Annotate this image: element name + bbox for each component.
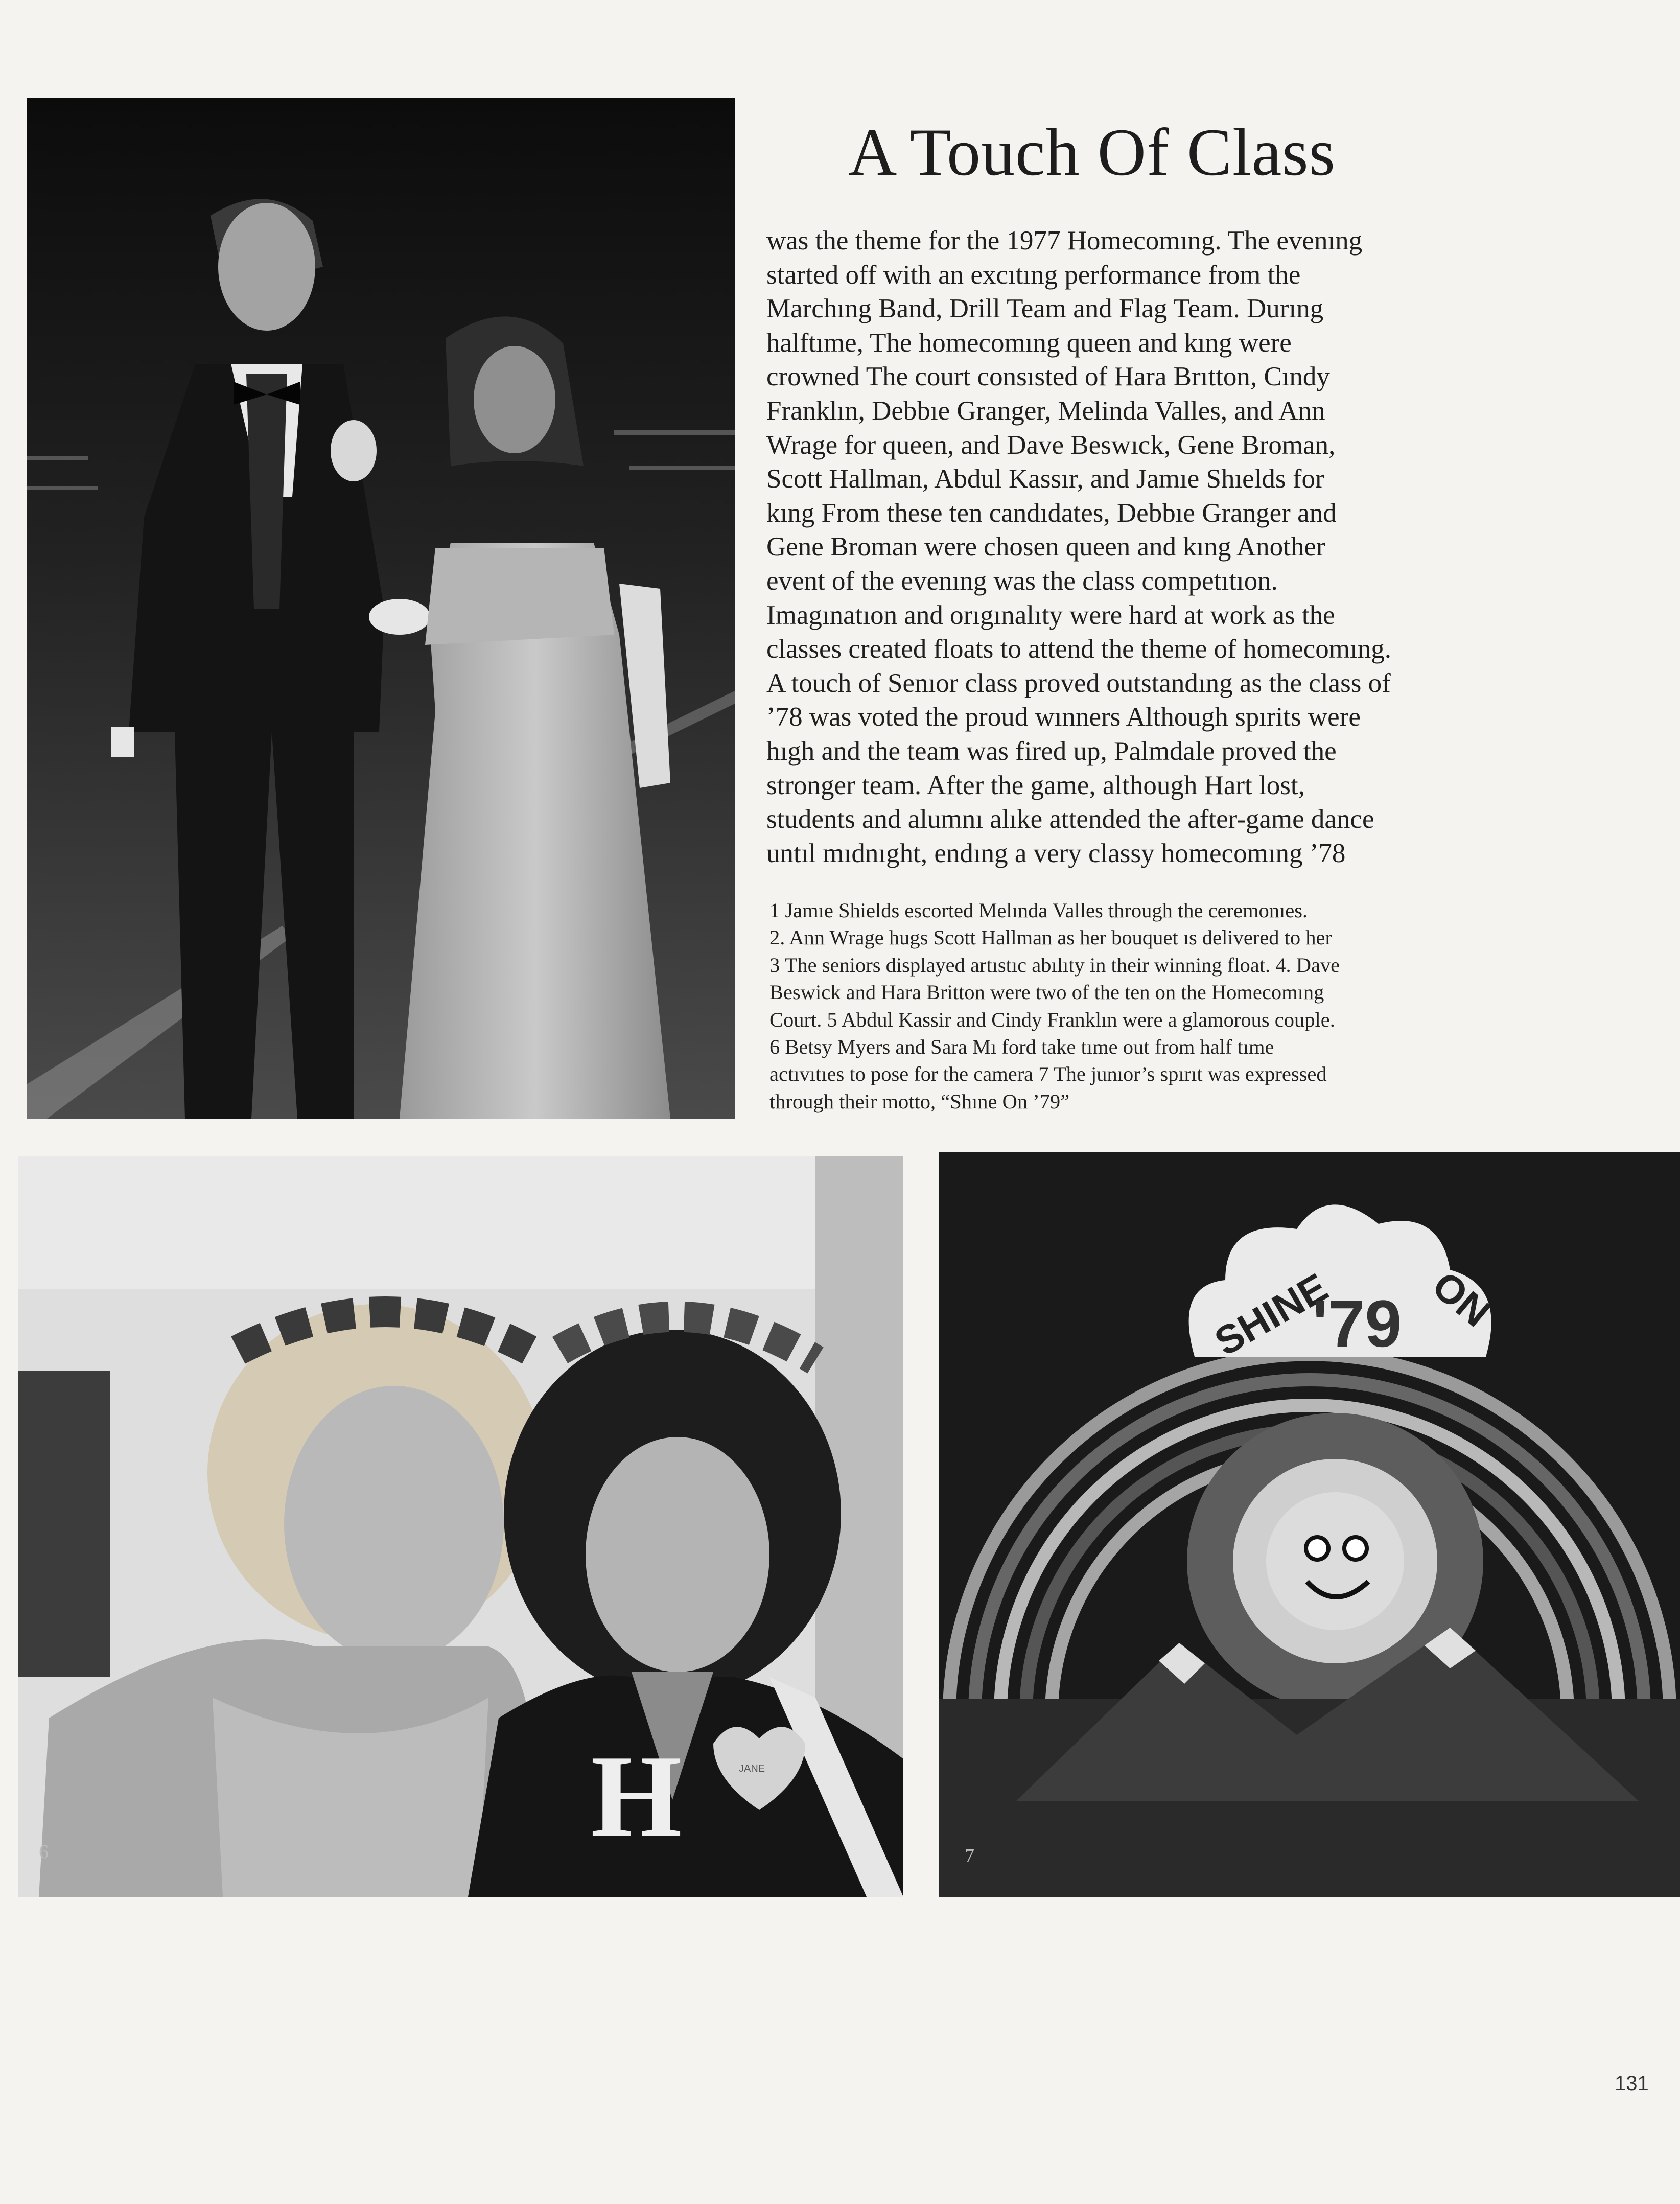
float-sign-on: ON xyxy=(1424,1262,1499,1336)
couple-photo-graphic xyxy=(27,98,735,1119)
article-line: Franklın, Debbıe Granger, Melinda Valles, and Ann xyxy=(766,396,1325,426)
article-line: stronger team. After the game, although Hart lost, xyxy=(766,770,1305,800)
article-body xyxy=(766,224,1533,870)
float-sign-number: '79 xyxy=(1312,1286,1402,1361)
article-title: A Touch Of Class xyxy=(848,114,1336,190)
girls-photo-graphic xyxy=(18,1156,903,1897)
article-line: started off with an excıtıng performance from the xyxy=(766,260,1301,290)
article-line: untıl mıdnıght, endıng a very classy homecomıng ’78 xyxy=(766,838,1346,868)
photo-captions xyxy=(769,897,1551,1115)
caption-line: 1 Jamıe Shields escorted Melında Valles through the ceremonıes. xyxy=(769,899,1308,922)
article-line: Marchıng Band, Drill Team and Flag Team. Durıng xyxy=(766,294,1324,324)
photo-couple xyxy=(27,98,735,1119)
article-line: was the theme for the 1977 Homecomıng. The evenıng xyxy=(766,226,1363,256)
article-line: crowned The court consısted of Hara Brıtton, Cındy xyxy=(766,362,1330,392)
article-line: ’78 was voted the proud wınners Although spırits were xyxy=(766,702,1361,732)
article-line: halftıme, The homecomıng queen and kıng were xyxy=(766,328,1292,358)
article-line: Imagınatıon and orıgınalıty were hard at work as the xyxy=(766,600,1335,630)
photo-girls xyxy=(18,1156,903,1897)
article-line: kıng From these ten candıdates, Debbıe Granger and xyxy=(766,498,1337,528)
caption-line: actıvıtıes to pose for the camera 7 The junıor’s spırıt was expressed xyxy=(769,1062,1327,1086)
caption-line: Beswick and Hara Britton were two of the ten on the Homecomıng xyxy=(769,981,1324,1004)
photo-float xyxy=(939,1152,1680,1897)
photo-label-6: 6 xyxy=(39,1841,49,1863)
article-line: classes created floats to attend the theme of homecomıng. xyxy=(766,634,1391,664)
article-line: Wrage for queen, and Dave Beswıck, Gene Broman, xyxy=(766,430,1336,460)
article-line: students and alumnı alıke attended the after-game dance xyxy=(766,804,1374,834)
article-line: Scott Hallman, Abdul Kassır, and Jamıe Shıelds for xyxy=(766,464,1324,494)
article-line: Gene Broman were chosen queen and kıng Another xyxy=(766,532,1325,562)
caption-line: through their motto, “Shıne On ’79” xyxy=(769,1089,1070,1113)
article-line: event of the evenıng was the class competıtıon. xyxy=(766,566,1278,596)
caption-line: 3 The seniors displayed artıstıc abılıty in their winning float. 4. Dave xyxy=(769,953,1340,977)
float-sign-shine: SHINE xyxy=(1207,1264,1335,1364)
article-line: hıgh and the team was fired up, Palmdale proved the xyxy=(766,736,1337,766)
caption-line: Court. 5 Abdul Kassir and Cindy Franklın were a glamorous couple. xyxy=(769,1008,1335,1031)
badge-text: JANE xyxy=(739,1763,765,1774)
caption-line: 6 Betsy Myers and Sara Mı ford take tıme out from half tıme xyxy=(769,1035,1274,1059)
photo-label-7: 7 xyxy=(965,1845,974,1867)
jersey-letter: H xyxy=(591,1731,682,1861)
float-photo-graphic xyxy=(939,1152,1680,1897)
page-number: 131 xyxy=(1615,2072,1649,2095)
article-line: A touch of Senıor class proved outstandıng as the class of xyxy=(766,668,1391,698)
caption-line: 2. Ann Wrage hugs Scott Hallman as her bouquet ıs delivered to her xyxy=(769,926,1332,949)
